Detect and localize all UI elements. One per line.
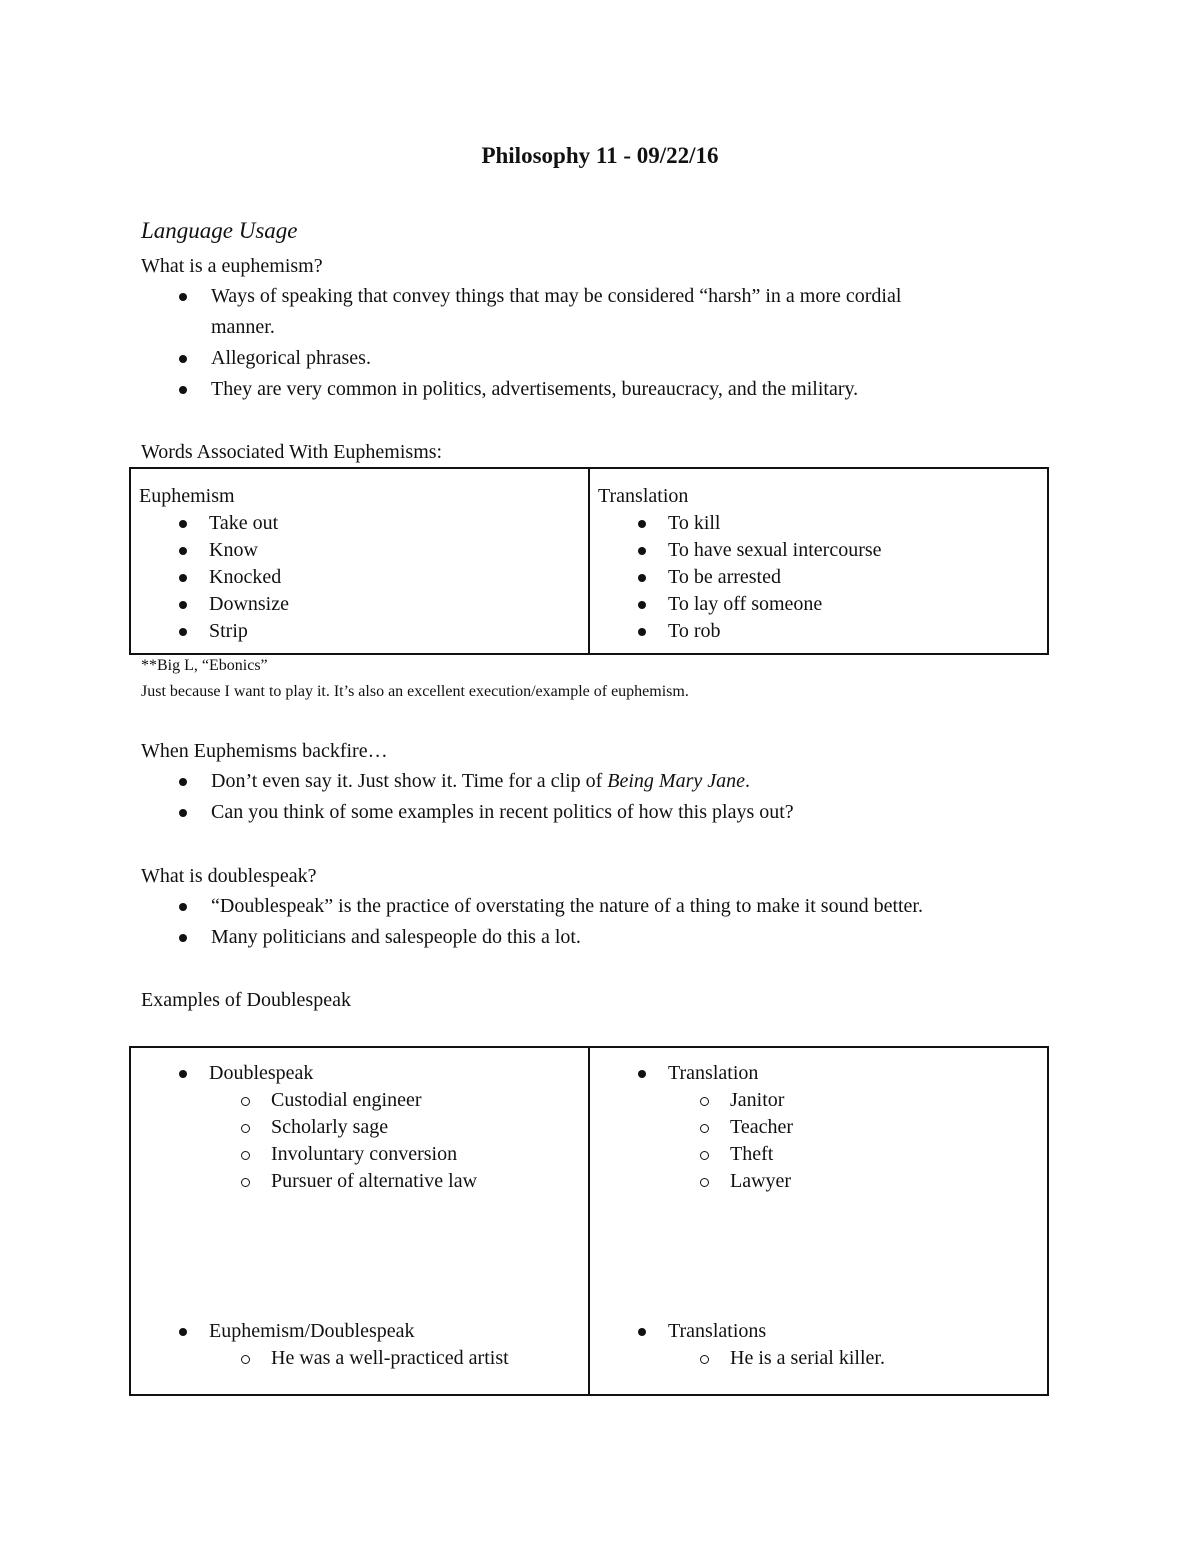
note-reference: **Big L, “Ebonics” [141, 657, 268, 674]
list-item [141, 374, 1121, 405]
list-item: Pursuer of alternative law [131, 1168, 588, 1195]
list-item: Theft [590, 1141, 1047, 1168]
translation-header: Translation [590, 1060, 1047, 1087]
euphemism-bullets [141, 281, 1121, 405]
list-item: Take out [131, 510, 588, 537]
list-item: Know [131, 537, 588, 564]
bullet-punctuation: . [745, 770, 751, 792]
list-item: He was a well-practiced artist [131, 1345, 588, 1372]
euphemism-question: What is a euphemism? [141, 255, 323, 277]
list-item: Custodial engineer [131, 1087, 588, 1114]
translation-column [588, 469, 1047, 653]
list-item: To be arrested [590, 564, 1047, 591]
translation-column [588, 1048, 1047, 1394]
list-item [141, 343, 1121, 374]
list-item: Lawyer [590, 1168, 1047, 1195]
list-item [141, 281, 1121, 343]
bullet-text: Allegorical phrases. [211, 347, 371, 369]
examples-caption: Examples of Doublespeak [141, 989, 351, 1011]
list-item: Knocked [131, 564, 588, 591]
euphemism-table [129, 467, 1049, 655]
list-item: Strip [131, 618, 588, 645]
bullet-text: They are very common in politics, advertisements, bureaucracy, and the military. [211, 378, 859, 400]
list-item: Downsize [131, 591, 588, 618]
list-item: Janitor [590, 1087, 1047, 1114]
translations-header: Translations [590, 1318, 1047, 1345]
words-table-caption: Words Associated With Euphemisms: [141, 441, 443, 463]
list-item: Many politicians and salespeople do this a lot. [141, 922, 1141, 953]
list-item [141, 766, 1121, 797]
doublespeak-question: What is doublespeak? [141, 865, 317, 887]
list-item: Scholarly sage [131, 1114, 588, 1141]
list-item: He is a serial killer. [590, 1345, 1047, 1372]
bullet-text: Don’t even say it. Just show it. Time for a clip of [211, 770, 608, 792]
doublespeak-table [129, 1046, 1049, 1396]
section-heading: Language Usage [141, 218, 298, 243]
show-title: Being Mary Jane [607, 770, 746, 792]
list-item: To kill [590, 510, 1047, 537]
bullet-text-continued: manner. [211, 316, 275, 338]
list-item: To have sexual intercourse [590, 537, 1047, 564]
doublespeak-bullets [141, 891, 1141, 953]
list-item: Teacher [590, 1114, 1047, 1141]
page-title: Philosophy 11 - 09/22/16 [481, 143, 719, 168]
doublespeak-column [131, 1048, 588, 1394]
translation-column-header: Translation [598, 485, 689, 507]
list-item: To rob [590, 618, 1047, 645]
note-comment: Just because I want to play it. It’s also an excellent execution/example of euphemism. [141, 683, 689, 700]
euphemism-doublespeak-header: Euphemism/Doublespeak [131, 1318, 588, 1345]
backfire-bullets [141, 766, 1121, 828]
bullet-text: Ways of speaking that convey things that may be considered “harsh” in a more cordial [211, 285, 902, 307]
list-item: Can you think of some examples in recent politics of how this plays out? [141, 797, 1121, 828]
backfire-heading: When Euphemisms backfire… [141, 740, 388, 762]
list-item: “Doublespeak” is the practice of overstating the nature of a thing to make it sound better. [141, 891, 1141, 922]
euphemism-column-header: Euphemism [139, 485, 235, 507]
list-item: Involuntary conversion [131, 1141, 588, 1168]
list-item: To lay off someone [590, 591, 1047, 618]
doublespeak-header: Doublespeak [131, 1060, 588, 1087]
euphemism-column [131, 469, 588, 653]
